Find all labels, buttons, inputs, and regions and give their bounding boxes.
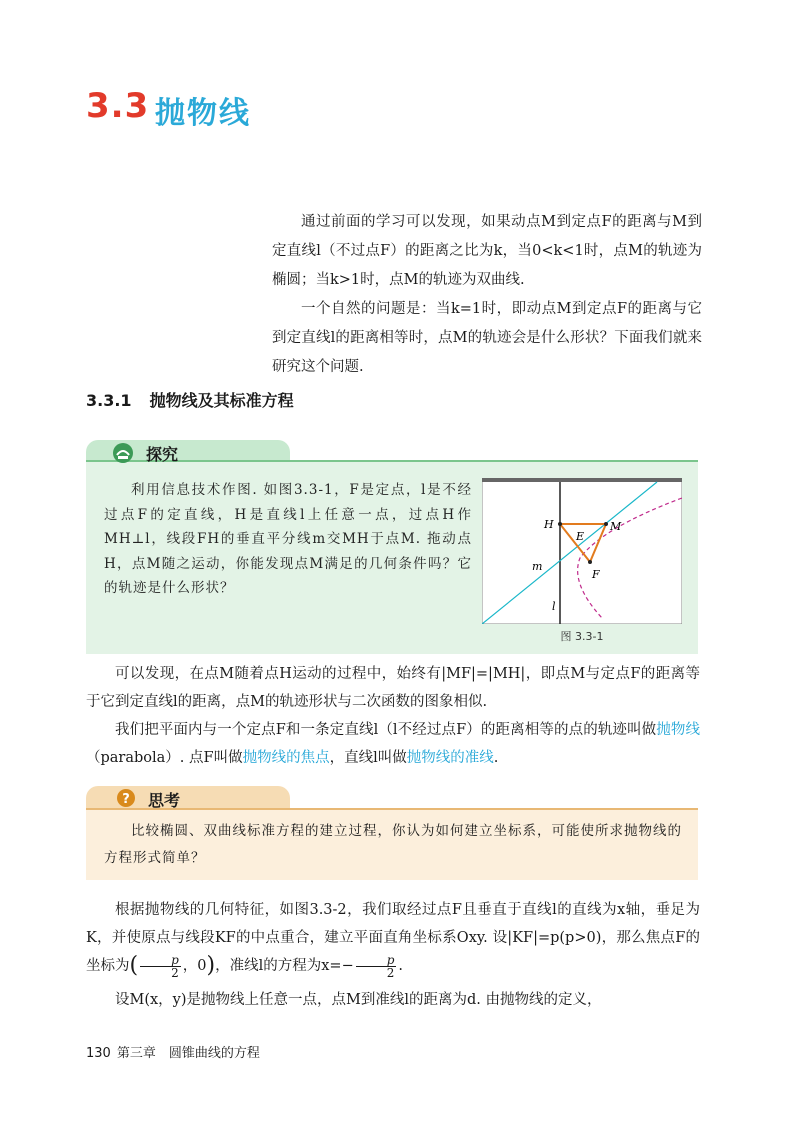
chapter-title: 第三章 圆锥曲线的方程	[116, 1046, 260, 1061]
term-focus: 抛物线的焦点	[242, 750, 330, 766]
label-f: F	[592, 568, 600, 581]
figure-3-3-1	[482, 478, 682, 624]
label-m-line: m	[532, 560, 543, 573]
page-footer	[86, 1042, 260, 1061]
subsection-number: 3.3.1	[86, 391, 132, 410]
page-number: 130	[86, 1046, 111, 1061]
fraction-p-over-2: $\frac{p}{2}$	[140, 954, 181, 979]
label-e: E	[576, 530, 585, 543]
body-block-2	[86, 896, 700, 1014]
fraction-p-over-2-b: $\frac{p}{2}$	[356, 954, 397, 979]
explore-label: 探究	[146, 445, 179, 464]
subsection-title: 抛物线及其标准方程	[149, 391, 294, 410]
think-text	[104, 818, 692, 872]
explore-icon	[112, 442, 134, 464]
paragraph-1: 可以发现，在点M随着点H运动的过程中，始终有|MF|=|MH|，即点M与定点F的距离等于它到定直线l的距离，点M的轨迹形状与二次函数的图象相似.	[86, 666, 700, 710]
think-paragraph: 比较椭圆、双曲线标准方程的建立过程，你认为如何建立坐标系，可能使所求抛物线的方程形式简单？	[104, 823, 682, 866]
paragraph-2	[86, 716, 700, 772]
term-parabola: 抛物线	[656, 722, 700, 738]
subsection-heading	[86, 388, 312, 411]
figure-caption: 图 3.3-1	[560, 630, 604, 643]
page-title: 抛物线	[155, 96, 251, 131]
paragraph-3: 根据抛物线的几何特征，如图3.3-2，我们取经过点F且垂直于直线l的直线为x轴，垂足为K，并使原点与线段KF的中点重合，建立平面直角坐标系Oxy. 设|KF|=p(p>0)，那么焦点F的坐标为( $\frac{p}{2}$ ，0)，准线l的方程为x=− $\frac{p}{2}$ .	[86, 902, 700, 980]
label-m: M	[610, 520, 622, 533]
explore-paragraph: 利用信息技术作图. 如图3.3-1，F是定点，l是不经过点F的定直线，H是直线l上任意一点，过点H作MH⊥l，线段FH的垂直平分线m交MH于点M. 拖动点H，点M随之运动，你能发现点M满足的几何条件吗？它的轨迹是什么形状？	[104, 482, 472, 596]
p3-text-c: .	[398, 958, 404, 974]
question-icon	[116, 788, 136, 808]
p2-text-a: 我们把平面内与一个定点F和一条定直线l（l不经过点F）的距离相等的点的轨迹叫做	[115, 722, 657, 738]
p2-text-d: .	[493, 750, 499, 766]
section-number: 3.3	[86, 86, 150, 126]
p3-comma-zero: ，0	[182, 958, 207, 974]
p2-text-c: ，直线l叫做	[329, 750, 407, 766]
paragraph-4: 设M(x，y)是抛物线上任意一点，点M到准线l的距离为d. 由抛物线的定义，	[115, 992, 602, 1008]
label-h: H	[544, 518, 554, 531]
p3-text-b: ，准线l的方程为x=−	[215, 958, 354, 974]
intro-paragraph-1: 通过前面的学习可以发现，如果动点M到定点F的距离与M到定直线l（不过点F）的距离之比为k，当0<k<1时，点M的轨迹为椭圆；当k>1时，点M的轨迹为双曲线.	[272, 214, 702, 288]
think-label: 思考	[148, 791, 181, 810]
term-directrix: 抛物线的准线	[406, 750, 494, 766]
p2-text-b: （parabola）. 点F叫做	[86, 750, 243, 766]
svg-text:?: ?	[122, 792, 130, 807]
explore-text	[104, 478, 472, 601]
intro-text	[272, 208, 702, 382]
intro-paragraph-2: 一个自然的问题是：当k=1时，即动点M到定点F的距离与它到定直线l的距离相等时，点M的轨迹会是什么形状？下面我们就来研究这个问题.	[272, 301, 702, 375]
p3-text-a: 根据抛物线的几何特征，如图3.3-2，我们取经过点F且垂直于直线l的直线为x轴，垂足为K，并使原点与线段KF的中点重合，建立平面直角坐标系Oxy. 设|KF|=p(p>0)，那么焦点F的坐标为	[86, 902, 700, 974]
body-block-1	[86, 660, 700, 772]
label-l: l	[552, 600, 556, 613]
